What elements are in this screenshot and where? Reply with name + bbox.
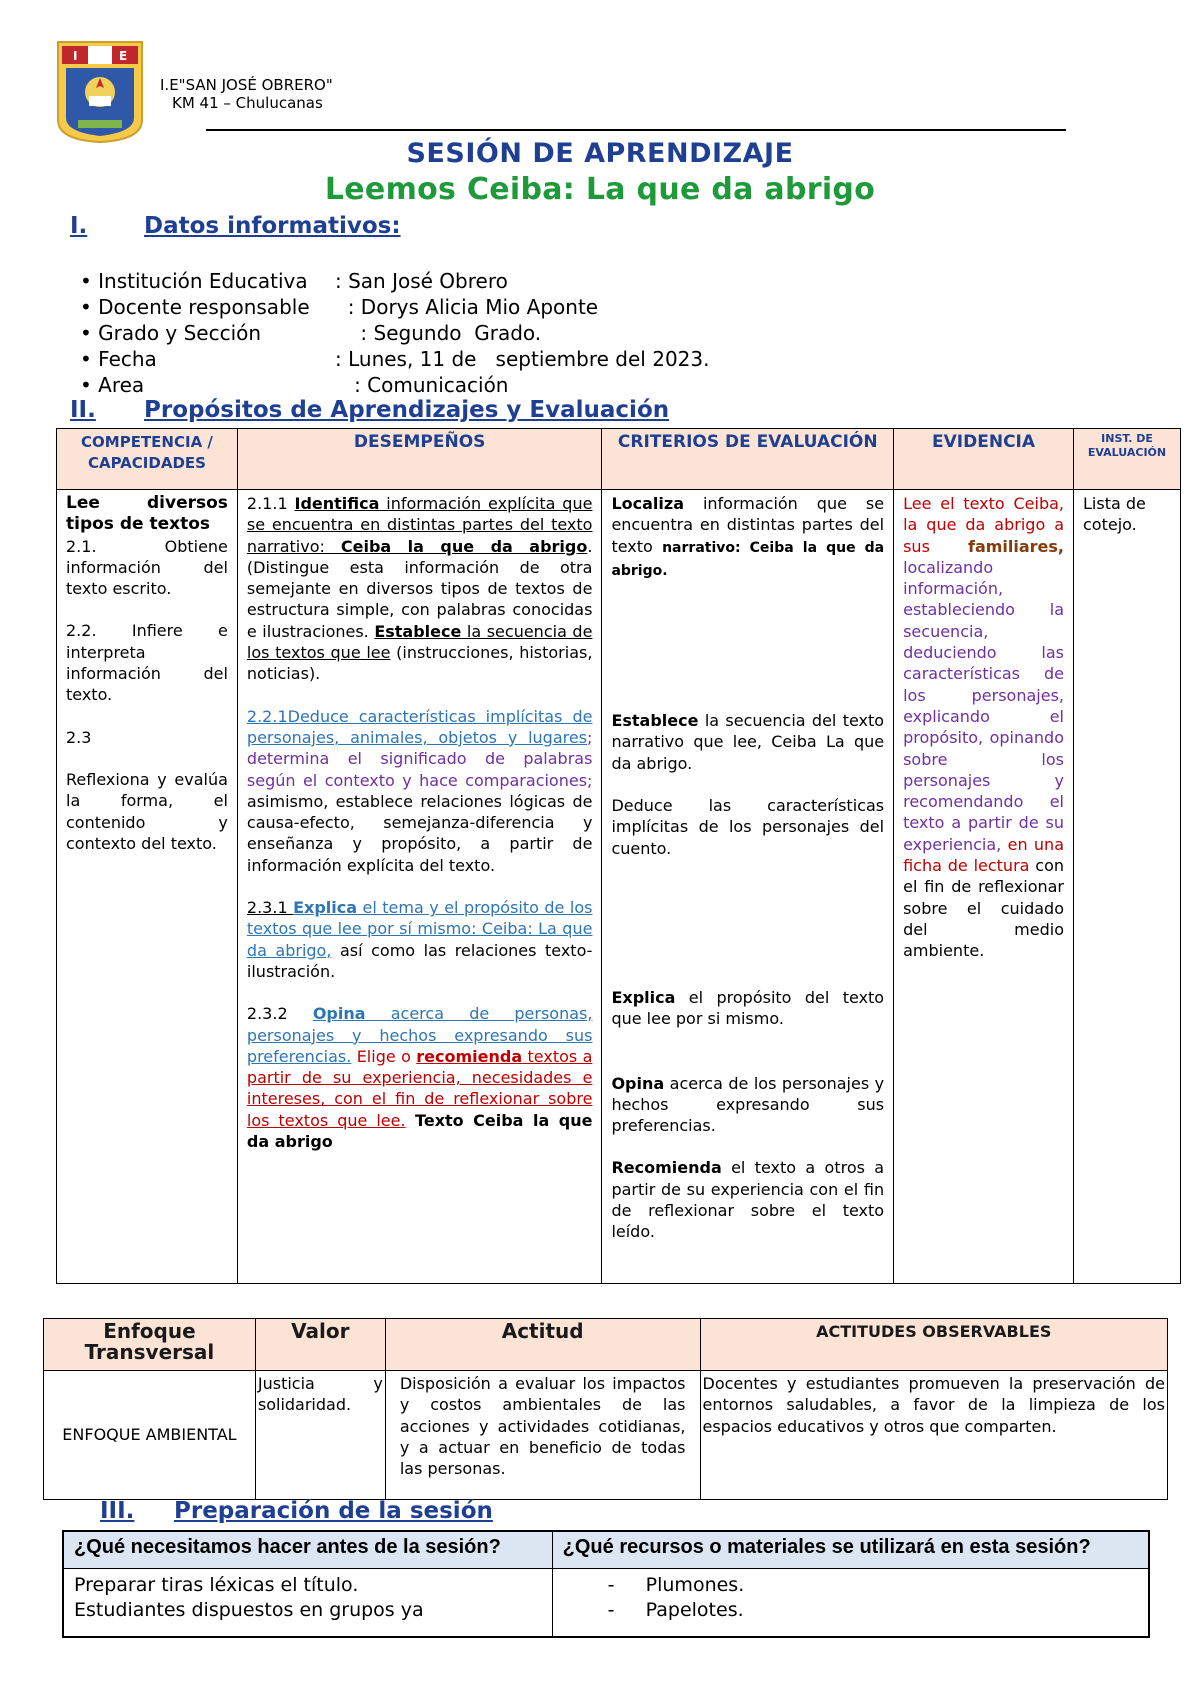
- evidencia-text: familiares,: [929, 536, 1064, 556]
- table-row: [57, 490, 1181, 1284]
- desempeno-text: . (Distingue esta información de otra semejante en diversos tipos de textos de estructura simple, con palabras conocidas e ilustraciones.: [246, 536, 593, 641]
- header-actitudes-observables: ACTITUDES OBSERVABLES: [700, 1319, 1168, 1371]
- evidencia-text: localizando información, estableciendo la secuencia, deduciendo las características de los personajes, explicando el propósito, opinando sobre los personajes y recomendando el texto a partir de su experiencia,: [903, 557, 1064, 854]
- criterio-deduce: Deduce las características implícitas de los personajes del cuento.: [611, 796, 885, 858]
- info-label: Grado y Sección: [98, 321, 262, 345]
- preparation-table: [62, 1530, 1150, 1638]
- evidencia-cell: [894, 490, 1074, 1284]
- criterio-verb: Recomienda: [611, 1158, 722, 1178]
- section-3-title: Preparación de la sesión: [174, 1498, 493, 1524]
- header-instrumento: INST. DE EVALUACIÓN: [1074, 429, 1181, 490]
- dash-bullet: -: [607, 1573, 615, 1596]
- desempeno-text: el tema y el propósito de los textos que lee por sí mismo: Ceiba: La que da abrigo,: [246, 898, 593, 960]
- enfoque-name: ENFOQUE AMBIENTAL: [44, 1371, 256, 1500]
- school-name: I.E"SAN JOSÉ OBRERO": [160, 76, 333, 94]
- enfoque-table: [43, 1318, 1168, 1500]
- criterio-text: información que se encuentra en distintas partes del texto: [611, 494, 885, 556]
- criterio-verb: Establece: [611, 711, 699, 731]
- evidencia-text: en una ficha de lectura: [903, 834, 1064, 876]
- dash-bullet: -: [607, 1598, 615, 1621]
- criterio-text: la secuencia del texto narrativo que lee, Ceiba La que da abrigo.: [611, 711, 885, 773]
- criterio-text: el texto a otros a partir de su experiencia con el fin de reflexionar sobre el texto leído.: [611, 1158, 885, 1242]
- page-title: SESIÓN DE APRENDIZAJE: [406, 138, 794, 169]
- logo-letter-i: I: [73, 49, 78, 63]
- desempeno-2-3-2: [247, 1003, 593, 1152]
- table-row: [44, 1371, 1168, 1500]
- desempeno-text-title: Ceiba la que da abrigo: [340, 536, 588, 556]
- info-value: : Comunicación: [335, 373, 509, 397]
- table-header-row: [44, 1319, 1168, 1371]
- header-criterios: CRITERIOS DE EVALUACIÓN: [602, 429, 894, 490]
- desempeno-text-title: Texto Ceiba la que da abrigo: [246, 1110, 593, 1152]
- desempeno-text: Elige o: [351, 1046, 417, 1066]
- desempeno-2-3-1: [247, 897, 593, 982]
- desempeno-number: 2.3.1: [246, 898, 294, 918]
- page-subtitle: Leemos Ceiba: La que da abrigo: [324, 172, 876, 207]
- table-row: [63, 1568, 1149, 1637]
- desempeno-2-1-1: [247, 493, 593, 685]
- section-3-heading: [100, 1498, 493, 1524]
- desempeno-verb: Identifica: [294, 494, 380, 513]
- criterio-recomienda: [611, 1157, 884, 1242]
- desempeno-number: 2.1.1: [246, 494, 295, 513]
- enfoque-observables: Docentes y estudiantes promueven la preservación de entornos saludables, a favor de la limpieza de los espacios educativos y otros que comparten.: [700, 1371, 1168, 1500]
- instrumento-cell: Lista de cotejo.: [1074, 490, 1181, 1284]
- recurso-label: Plumones.: [645, 1573, 745, 1596]
- desempeno-text: 2.2.1Deduce características implícitas de personajes, animales, objetos y lugares: [246, 706, 593, 747]
- info-item: • Fecha : Lunes, 11 de septiembre del 2023.: [80, 347, 710, 371]
- desempeno-text: la secuencia de los textos que lee: [246, 621, 593, 663]
- info-item: • Area : Comunicación: [80, 373, 509, 397]
- list-item: Preparar tiras léxicas el título.: [74, 1573, 359, 1596]
- header-competencia: COMPETENCIA / CAPACIDADES: [57, 429, 238, 490]
- section-2-title: Propósitos de Aprendizajes y Evaluación: [144, 397, 670, 423]
- list-item: Estudiantes dispuestos en grupos ya: [74, 1598, 424, 1621]
- desempeno-verb: recomienda: [416, 1046, 523, 1066]
- section-3-number: III.: [100, 1498, 135, 1524]
- info-value: : San José Obrero: [335, 269, 508, 293]
- header-divider: [206, 129, 1066, 131]
- list-item: [563, 1598, 1138, 1623]
- desempeno-text: (instrucciones, historias, noticias).: [246, 643, 593, 684]
- capacidad-1: 2.1. Obtiene información del texto escrito.: [66, 536, 228, 599]
- criterio-verb: Localiza: [611, 494, 684, 513]
- info-list: [80, 268, 709, 398]
- info-value: : Lunes, 11 de septiembre del 2023.: [335, 347, 710, 371]
- header-desempenos: DESEMPEÑOS: [237, 429, 602, 490]
- evidencia-text: con el fin de reflexionar sobre el cuidado del medio ambiente.: [903, 856, 1065, 961]
- criterio-explica: [611, 987, 884, 1030]
- competencia-cell: [57, 490, 238, 1284]
- info-label: Area: [98, 373, 145, 397]
- section-1-heading: [70, 213, 401, 239]
- section-1-title: Datos informativos:: [144, 213, 401, 239]
- table-header-row: [63, 1531, 1149, 1568]
- school-crest-logo: [56, 40, 144, 144]
- header-valor: Valor: [255, 1319, 385, 1371]
- info-item: • Grado y Sección : Segundo Grado.: [80, 321, 542, 345]
- capacidad-3: Reflexiona y evalúa la forma, el contenido y contexto del texto.: [66, 769, 228, 853]
- section-1-number: I.: [70, 213, 88, 239]
- desempeno-verb: Establece: [374, 621, 462, 641]
- section-2-number: II.: [70, 397, 96, 423]
- criterio-text: el propósito del texto que lee por si mismo.: [611, 987, 885, 1029]
- desempeno-number: 2.3.2: [246, 1004, 313, 1024]
- info-label: Fecha: [98, 347, 157, 371]
- school-location: KM 41 – Chulucanas: [172, 94, 323, 112]
- logo-letter-e: E: [119, 49, 128, 63]
- desempeno-text: ; determina el significado de palabras según el contexto y hace comparaciones;: [246, 727, 593, 790]
- desempeno-verb: Opina: [312, 1004, 366, 1024]
- info-label: Institución Educativa: [98, 269, 308, 293]
- antes-cell: [63, 1568, 552, 1637]
- info-value: : Dorys Alicia Mio Aponte: [335, 295, 599, 319]
- info-value: : Segundo Grado.: [335, 321, 542, 345]
- criterio-opina: [611, 1073, 884, 1137]
- header-recursos: ¿Qué recursos o materiales se utilizará en esta sesión?: [552, 1531, 1149, 1568]
- criterios-cell: [602, 490, 894, 1284]
- recursos-cell: [552, 1568, 1149, 1637]
- desempeno-text: textos a partir de su experiencia, necesidades e intereses, con el fin de reflexionar sobre los textos que lee.: [246, 1046, 593, 1130]
- desempenos-cell: [237, 490, 602, 1284]
- evidencia-text: Lee el texto Ceiba, la que da abrigo a sus: [903, 494, 1064, 556]
- desempeno-verb: Explica: [293, 898, 358, 918]
- table-header-row: [57, 429, 1181, 490]
- purposes-table: [56, 428, 1181, 1284]
- criterio-text: acerca de los personajes y hechos expresando sus preferencias.: [611, 1073, 885, 1136]
- criterio-text-title: narrativo: Ceiba la que da abrigo.: [611, 539, 885, 579]
- criterio-establece: [611, 710, 884, 774]
- header-actitud: Actitud: [385, 1319, 700, 1371]
- school-header: [160, 76, 333, 112]
- capacidad-2: 2.2. Infiere e interpreta información del texto.: [66, 621, 228, 705]
- capacidad-3-number: 2.3: [66, 727, 92, 747]
- info-item: • Docente responsable : Dorys Alicia Mio Aponte: [80, 295, 599, 319]
- desempeno-text: así como las relaciones texto-ilustración.: [246, 940, 593, 981]
- desempeno-text: información explícita que se encuentra en distintas partes del texto narrativo:: [246, 494, 593, 556]
- enfoque-valor: Justicia y solidaridad.: [255, 1371, 385, 1500]
- desempeno-text: acerca de personas, personajes y hechos expresando sus preferencias.: [246, 1004, 593, 1066]
- header-evidencia: EVIDENCIA: [894, 429, 1074, 490]
- header-enfoque: Enfoque Transversal: [44, 1319, 256, 1371]
- recurso-label: Papelotes.: [645, 1598, 744, 1621]
- enfoque-actitud: Disposición a evaluar los impactos y costos ambientales de las acciones y actividades cotidianas, y a actuar en beneficio de todas las personas.: [385, 1371, 700, 1500]
- list-item: [563, 1573, 1138, 1598]
- section-2-heading: [70, 397, 669, 423]
- competencia-title: Lee diversos tipos de textos: [66, 493, 228, 535]
- header-antes: ¿Qué necesitamos hacer antes de la sesión?: [63, 1531, 552, 1568]
- info-item: • Institución Educativa : San José Obrero: [80, 269, 508, 293]
- criterio-verb: Opina: [611, 1073, 665, 1093]
- desempeno-text: asimismo, establece relaciones lógicas de causa-efecto, semejanza-diferencia y enseñanza y propósito, a partir de información explícita del texto.: [246, 791, 593, 875]
- criterio-localiza: [611, 493, 884, 582]
- criterio-verb: Explica: [611, 987, 676, 1007]
- info-label: Docente responsable: [98, 295, 310, 319]
- desempeno-2-2-1: [247, 706, 593, 876]
